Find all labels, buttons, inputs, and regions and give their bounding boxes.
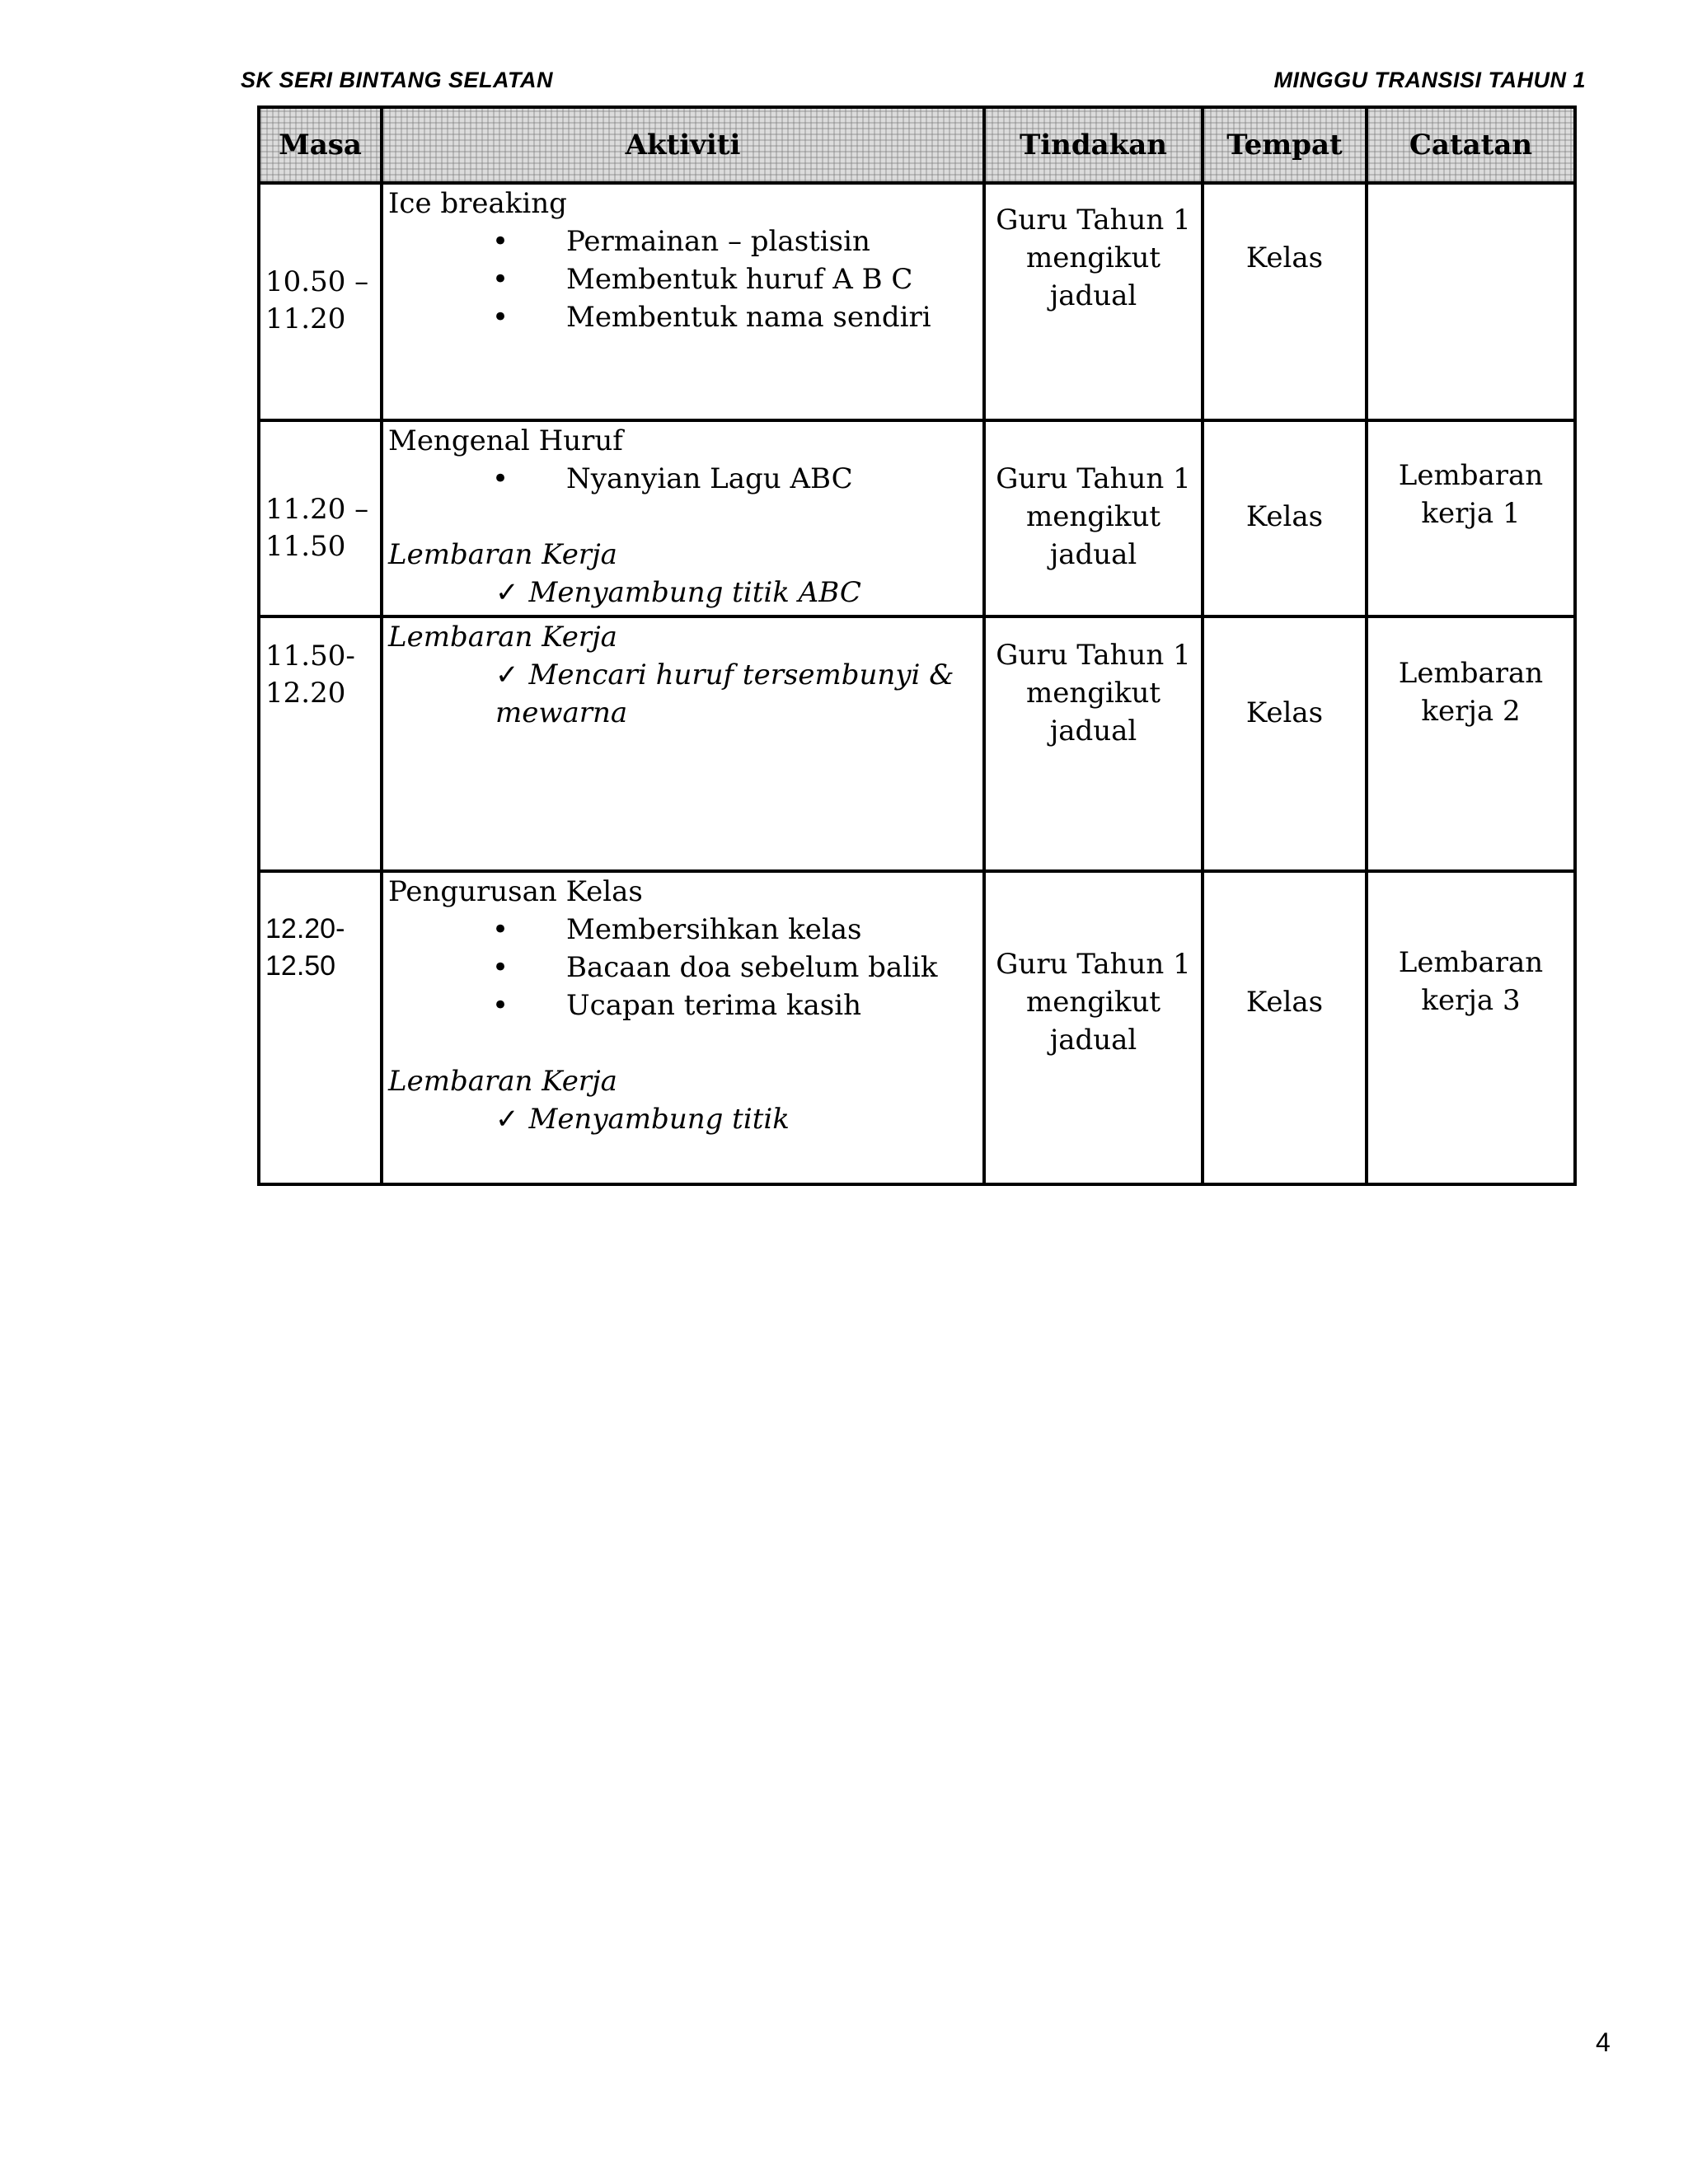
aktiviti-cell	[382, 420, 984, 616]
check-text: Menyambung titik	[528, 1103, 790, 1136]
table-row	[259, 420, 1575, 616]
masa-cell	[259, 420, 382, 616]
bullet-text: Membentuk nama sendiri	[566, 301, 931, 334]
aktiviti-cell	[382, 871, 984, 1184]
lembaran-kerja-label: Lembaran Kerja	[388, 621, 617, 654]
header-program-title: MINGGU TRANSISI TAHUN 1	[1273, 68, 1586, 92]
tempat-cell	[1203, 871, 1367, 1184]
catatan-line: kerja 2	[1421, 695, 1521, 728]
aktiviti-cell	[382, 616, 984, 871]
bullet-text: Nyanyian Lagu ABC	[566, 462, 853, 495]
masa-end: 11.50	[265, 530, 346, 563]
tindakan-line: jadual	[1049, 538, 1137, 571]
tindakan-line: mengikut	[1025, 500, 1161, 533]
tindakan-cell	[984, 183, 1203, 420]
aktiviti-cell	[382, 183, 984, 420]
masa-start: 12.20-	[265, 913, 345, 944]
catatan-cell	[1367, 183, 1575, 420]
activity-title: Pengurusan Kelas	[388, 875, 643, 908]
table-row	[259, 183, 1575, 420]
tempat-cell	[1203, 616, 1367, 871]
check-text: Menyambung titik ABC	[528, 576, 861, 609]
catatan-line: kerja 1	[1421, 497, 1521, 530]
masa-cell	[259, 616, 382, 871]
bullet-text: Ucapan terima kasih	[566, 989, 862, 1022]
catatan-cell	[1367, 871, 1575, 1184]
checkmark-icon: ✓	[495, 658, 519, 691]
bullet-icon: •	[492, 462, 509, 495]
list-item	[388, 987, 978, 1024]
list-item	[388, 949, 978, 987]
column-header-aktiviti: Aktiviti	[382, 107, 984, 183]
lembaran-kerja-label: Lembaran Kerja	[388, 1065, 617, 1098]
list-item	[388, 298, 978, 336]
masa-end: 12.50	[265, 950, 336, 982]
check-text-continued: mewarna	[495, 696, 628, 729]
column-header-catatan: Catatan	[1367, 107, 1575, 183]
bullet-text: Bacaan doa sebelum balik	[566, 951, 938, 984]
catatan-cell	[1367, 616, 1575, 871]
activity-bullet-list	[388, 460, 978, 498]
bullet-icon: •	[492, 263, 509, 296]
tindakan-line: jadual	[1049, 715, 1137, 748]
bullet-icon: •	[492, 951, 509, 984]
check-text: Mencari huruf tersembunyi &	[528, 658, 954, 691]
tindakan-line: Guru Tahun 1	[996, 639, 1191, 672]
masa-cell	[259, 183, 382, 420]
tempat-cell	[1203, 420, 1367, 616]
tindakan-line: mengikut	[1025, 986, 1161, 1019]
check-item	[388, 656, 978, 694]
masa-end: 11.20	[265, 302, 346, 335]
lembaran-kerja-label: Lembaran Kerja	[388, 538, 617, 571]
masa-cell	[259, 871, 382, 1184]
tindakan-cell	[984, 871, 1203, 1184]
tindakan-line: mengikut	[1025, 241, 1161, 274]
catatan-line: kerja 3	[1421, 984, 1521, 1017]
list-item	[388, 911, 978, 949]
bullet-text: Permainan – plastisin	[566, 225, 870, 258]
checkmark-icon: ✓	[495, 1103, 519, 1136]
column-header-tindakan: Tindakan	[984, 107, 1203, 183]
table-header-row	[259, 107, 1575, 183]
tempat-value: Kelas	[1245, 241, 1324, 274]
masa-end: 12.20	[265, 677, 346, 710]
table-row	[259, 871, 1575, 1184]
catatan-line: Lembaran	[1398, 946, 1544, 979]
list-item	[388, 260, 978, 298]
list-item	[388, 460, 978, 498]
catatan-line: Lembaran	[1398, 657, 1544, 690]
masa-start: 10.50 –	[265, 265, 369, 298]
tindakan-line: jadual	[1049, 279, 1137, 312]
masa-start: 11.50-	[265, 640, 355, 673]
activity-title: Ice breaking	[388, 187, 567, 220]
tindakan-line: Guru Tahun 1	[996, 948, 1191, 981]
bullet-icon: •	[492, 301, 509, 334]
schedule-table	[257, 105, 1577, 1186]
tempat-cell	[1203, 183, 1367, 420]
masa-start: 11.20 –	[265, 493, 369, 526]
check-item	[388, 1100, 978, 1138]
check-item	[388, 574, 978, 612]
column-header-tempat: Tempat	[1203, 107, 1367, 183]
catatan-cell	[1367, 420, 1575, 616]
tindakan-line: Guru Tahun 1	[996, 204, 1191, 237]
bullet-icon: •	[492, 913, 509, 946]
activity-bullet-list	[388, 911, 978, 1024]
bullet-icon: •	[492, 989, 509, 1022]
tindakan-line: Guru Tahun 1	[996, 462, 1191, 495]
tindakan-line: jadual	[1049, 1024, 1137, 1057]
table-row	[259, 616, 1575, 871]
header-school-name: SK SERI BINTANG SELATAN	[241, 68, 554, 92]
bullet-text: Membersihkan kelas	[566, 913, 862, 946]
activity-title: Mengenal Huruf	[388, 424, 623, 457]
activity-bullet-list	[388, 223, 978, 336]
tindakan-cell	[984, 616, 1203, 871]
column-header-masa: Masa	[259, 107, 382, 183]
tempat-value: Kelas	[1245, 696, 1324, 729]
tindakan-line: mengikut	[1025, 677, 1161, 710]
tempat-value: Kelas	[1245, 986, 1324, 1019]
list-item	[388, 223, 978, 260]
page-number: 4	[1596, 2027, 1611, 2057]
bullet-icon: •	[492, 225, 509, 258]
tindakan-cell	[984, 420, 1203, 616]
bullet-text: Membentuk huruf A B C	[566, 263, 913, 296]
checkmark-icon: ✓	[495, 576, 519, 609]
tempat-value: Kelas	[1245, 500, 1324, 533]
catatan-line: Lembaran	[1398, 459, 1544, 492]
